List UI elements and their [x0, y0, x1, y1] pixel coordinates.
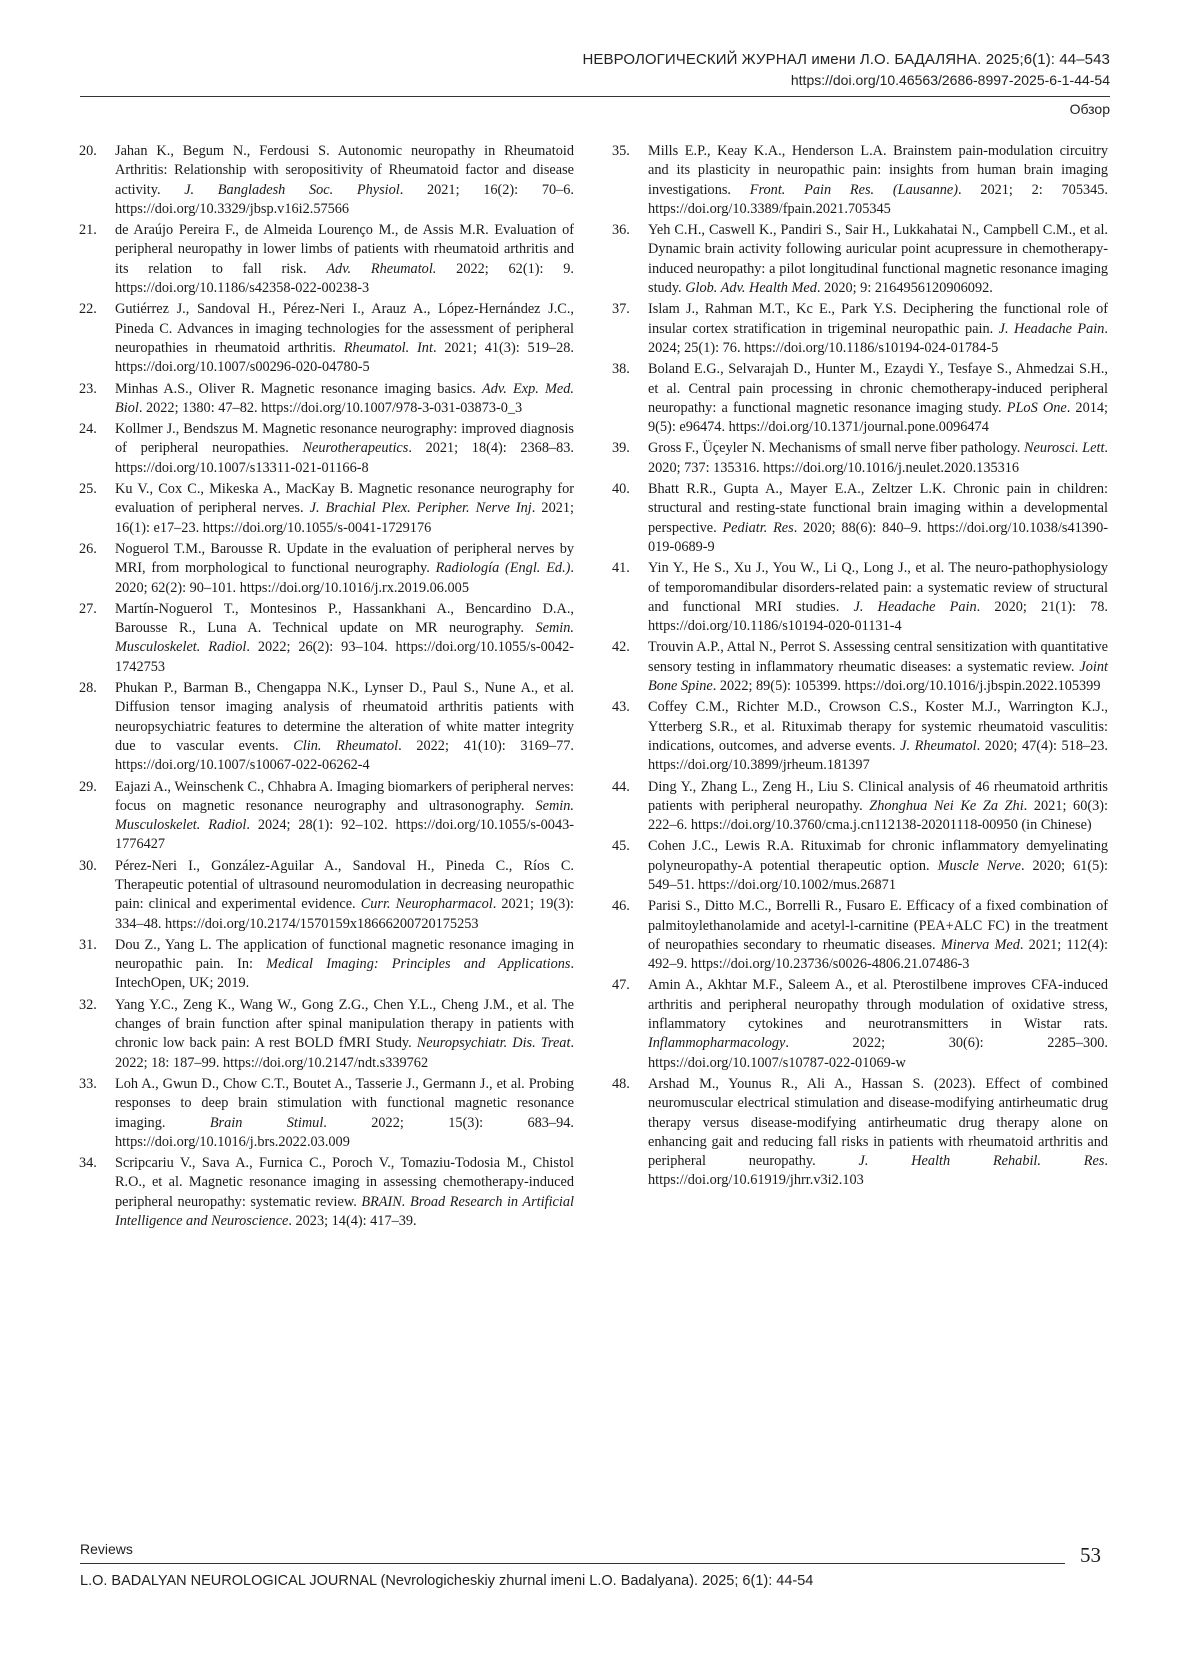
reference-number: 41. [612, 560, 630, 577]
reference-item [79, 778, 574, 855]
reference-number: 34. [79, 1155, 97, 1172]
reference-item [612, 360, 1108, 437]
reference-text [115, 420, 574, 478]
reference-number: 20. [79, 143, 97, 159]
reference-text [115, 540, 574, 598]
reference-text [115, 679, 574, 775]
reference-text [115, 936, 574, 994]
reference-item [612, 221, 1108, 298]
reference-source: Radiología (Engl. Ed.) [435, 560, 571, 577]
reference-item [612, 837, 1108, 895]
reference-text [115, 600, 574, 677]
reference-number: 39. [612, 440, 630, 457]
header-rule [80, 96, 1110, 97]
reference-details: . 2021; 2: 705345. https://doi.org/10.3389/fpain.2021.705345 [648, 181, 1108, 217]
reference-source: Neuropsychiatr. Dis. Treat [416, 1035, 571, 1052]
reference-source: Minerva Med [940, 936, 1020, 953]
reference-text [648, 480, 1108, 557]
reference-body: Ku V., Cox C., Mikeska A., MacKay B. Magnetic resonance neurography for evaluation of peripheral nerves. [115, 481, 574, 517]
reference-number: 21. [79, 222, 97, 239]
reference-text [115, 142, 574, 219]
reference-body: Scripcariu V., Sava A., Furnica C., Poroch V., Tomaziu-Todosia M., Chistol R.O., et al. Magnetic resonance imaging in assessing chemotherapy-induced peripheral neuropathy: systematic review. [115, 1155, 574, 1210]
reference-body: Ding Y., Zhang L., Zeng H., Liu S. Clinical analysis of 46 rheumatoid arthritis patients with peripheral neuropathy. [648, 778, 1108, 814]
reference-item [612, 698, 1108, 775]
reference-source: PLoS One [1006, 399, 1067, 416]
reference-source: Rheumatol. Int [343, 339, 433, 356]
footer-rule [80, 1563, 1065, 1564]
reference-body: Trouvin A.P., Attal N., Perrot S. Assessing central sensitization with quantitative sensory testing in inflammatory rheumatic diseases: a systematic review. [648, 639, 1108, 675]
reference-details: . 2021; 60(3): 222–6. https://doi.org/10.3760/cma.j.cn112138-20201118-00950 (in Chinese) [648, 797, 1108, 834]
reference-number: 40. [612, 481, 630, 498]
reference-item [79, 1154, 574, 1231]
reference-details: . 2022; 15(3): 683–94. https://doi.org/10.1016/j.brs.2022.03.009 [115, 1114, 574, 1150]
reference-source: J. Health Rehabil. Res [858, 1153, 1105, 1170]
reference-details: . 2024; 25(1): 76. https://doi.org/10.1186/s10194-024-01784-5 [648, 320, 1108, 356]
reference-number: 43. [612, 699, 630, 716]
reference-body: Arshad M., Younus R., Ali A., Hassan S. (2023). Effect of combined neuromuscular electrical stimulation and disease-modifying antirheumatic drug therapy versus disease-modifying antirheumatic drug therapy alone on enhancing gait and reducing fall risks in patients with rheumatoid arthritis and peripheral neuropathy. [648, 1075, 1108, 1170]
reference-number: 26. [79, 540, 97, 557]
reference-item [79, 142, 574, 219]
reference-number: 38. [612, 361, 630, 378]
reference-item [612, 778, 1108, 836]
reference-text [648, 360, 1108, 437]
reference-item [79, 1075, 574, 1152]
reference-number: 37. [612, 301, 630, 318]
reference-number: 36. [612, 222, 630, 239]
reference-body: Amin A., Akhtar M.F., Saleem A., et al. Pterostilbene improves CFA-induced arthritis and peripheral neuropathy through modulation of oxidative stress, inflammatory cytokines and neurotransmitters in Wistar rats. [648, 977, 1108, 1033]
reference-text [648, 142, 1108, 219]
reference-details: . 2023; 14(4): 417–39. [288, 1213, 417, 1230]
reference-details: . 2021; 41(3): 519–28. https://doi.org/10.1007/s00296-020-04780-5 [115, 339, 574, 376]
reference-item [79, 936, 574, 994]
reference-body: Mills E.P., Keay K.A., Henderson L.A. Brainstem pain-modulation circuitry and its plasticity in neuropathic pain: insights from human brain imaging investigations. [648, 143, 1108, 198]
reference-details: . 2020; 47(4): 518–23. https://doi.org/10.3899/jrheum.181397 [648, 737, 1109, 774]
reference-number: 32. [79, 996, 97, 1013]
reference-text [648, 221, 1108, 298]
reference-number: 35. [612, 143, 630, 159]
reference-source: J. Rheumatol [900, 737, 977, 754]
reference-text [115, 778, 574, 855]
reference-source: J. Headache Pain [853, 598, 977, 615]
reference-text [648, 698, 1108, 775]
reference-item [79, 679, 574, 775]
reference-details: . 2022; 89(5): 105399. https://doi.org/10.1016/j.jbspin.2022.105399 [712, 678, 1101, 695]
reference-number: 25. [79, 481, 97, 498]
page-number: 53 [1080, 1543, 1101, 1567]
reference-text [115, 1075, 574, 1152]
reference-text [648, 897, 1108, 974]
reference-details: . 2020; 88(6): 840–9. https://doi.org/10.1038/s41390-019-0689-9 [648, 519, 1108, 555]
reference-body: Phukan P., Barman B., Chengappa N.K., Lynser D., Paul S., Nune A., et al. Diffusion tensor imaging analysis of rheumatoid arthritis patients with neuropsychiatric features to determine the alteration of white matter integrity due to vascular events. [115, 680, 574, 754]
reference-column-right [612, 142, 1108, 1193]
reference-item [79, 380, 574, 419]
running-header-doi: https://doi.org/10.46563/2686-8997-2025-6-1-44-54 [790, 72, 1110, 88]
reference-body: Yang Y.C., Zeng K., Wang W., Gong Z.G., Chen Y.L., Cheng J.M., et al. The changes of brain function after spinal manipulation therapy in patients with chronic low back pain: A rest BOLD fMRI Study. [115, 996, 574, 1052]
reference-item [612, 897, 1108, 974]
reference-item [79, 540, 574, 598]
reference-details: . 2020; 21(1): 78. https://doi.org/10.1186/s10194-020-01131-4 [648, 598, 1108, 635]
reference-body: Noguerol T.M., Barousse R. Update in the evaluation of peripheral nerves by MRI, from morphological to functional neurography. [115, 540, 574, 577]
reference-item [79, 600, 574, 677]
reference-details: . 2022; 18: 187–99. https://doi.org/10.2147/ndt.s339762 [115, 1035, 575, 1071]
footer-journal: L.O. BADALYAN NEUROLOGICAL JOURNAL (Nevrologicheskiy zhurnal imeni L.O. Badalyana). 2025; 6(1): 44-54 [80, 1573, 814, 1589]
reference-details: . 2022; 26(2): 93–104. https://doi.org/10.1055/s-0042-1742753 [115, 639, 574, 675]
reference-details: . 2020; 61(5): 549–51. https://doi.org/10.1002/mus.26871 [648, 857, 1109, 893]
reference-body: Kollmer J., Bendszus M. Magnetic resonance neurography: improved diagnosis of peripheral neuropathies. [115, 421, 574, 457]
reference-item [79, 221, 574, 298]
reference-details: . 2021; 16(1): e17–23. https://doi.org/10.1055/s-0041-1729176 [115, 500, 575, 536]
reference-source: Neurosci. Lett [1023, 440, 1105, 457]
reference-number: 30. [79, 857, 97, 874]
reference-number: 28. [79, 680, 97, 697]
reference-text [648, 300, 1108, 358]
reference-item [612, 638, 1108, 696]
reference-body: Gross F., Üçeyler N. Mechanisms of small nerve fiber pathology. [648, 440, 1024, 457]
reference-source: J. Headache Pain [998, 320, 1105, 337]
running-header-journal: НЕВРОЛОГИЧЕСКИЙ ЖУРНАЛ имени Л.О. БАДАЛЯНА. 2025;6(1): 44–543 [582, 51, 1110, 68]
reference-details: . 2020; 9: 2164956120906092. [816, 280, 993, 297]
reference-details: . 2021; 18(4): 2368–83. https://doi.org/10.1007/s13311-021-01166-8 [115, 440, 575, 476]
reference-item [79, 420, 574, 478]
reference-body: Pérez-Neri I., González-Aguilar A., Sandoval H., Pineda C., Ríos C. Therapeutic potential of ultrasound neuromodulation in decreasing neuropathic pain: clinical and experimental evidence. [115, 857, 574, 913]
reference-number: 23. [79, 380, 97, 397]
reference-text [648, 837, 1108, 895]
reference-item [612, 1075, 1108, 1191]
reference-source: Adv. Rheumatol. [326, 260, 437, 277]
reference-number: 29. [79, 778, 97, 795]
reference-body: Bhatt R.R., Gupta A., Mayer E.A., Zeltzer L.K. Chronic pain in children: structural and resting-state functional brain imaging within a developmental perspective. [648, 481, 1108, 536]
reference-column-left [79, 142, 574, 1233]
reference-source: Semin. Musculoskelet. Radiol [115, 797, 574, 834]
reference-number: 42. [612, 639, 630, 656]
reference-source: Clin. Rheumatol [293, 737, 399, 754]
reference-body: de Araújo Pereira F., de Almeida Lourenço M., de Assis M.R. Evaluation of peripheral neuropathy in lower limbs of patients with rheumatoid arthritis and its relation to fall risk. [115, 222, 574, 277]
reference-number: 48. [612, 1075, 630, 1092]
reference-item [612, 300, 1108, 358]
reference-body: Boland E.G., Selvarajah D., Hunter M., Ezaydi Y., Tesfaye S., Ahmedzai S.H., et al. Central pain processing in chronic chemotherapy-induced peripheral neuropathy: a functional magnetic resonance imaging study. [648, 361, 1108, 416]
reference-details: . https://doi.org/10.61919/jhrr.v3i2.103 [648, 1153, 1108, 1189]
reference-item [612, 142, 1108, 219]
reference-source: Adv. Exp. Med. Biol [115, 380, 574, 416]
reference-text [648, 976, 1108, 1072]
reference-source: J. Brachial Plex. Peripher. Nerve Inj [309, 500, 532, 517]
reference-item [612, 439, 1108, 478]
reference-text [648, 778, 1108, 836]
reference-number: 22. [79, 301, 97, 318]
reference-details: . 2021; 19(3): 334–48. https://doi.org/10.2174/1570159x18666200720175253 [115, 896, 574, 932]
reference-text [115, 857, 574, 934]
reference-body: Cohen J.C., Lewis R.A. Rituximab for chronic inflammatory demyelinating polyneuropathy-A potential therapeutic option. [648, 838, 1108, 874]
reference-number: 45. [612, 838, 630, 855]
reference-text [648, 1075, 1108, 1191]
reference-text [115, 380, 574, 419]
reference-source: Curr. Neuropharmacol [360, 896, 493, 913]
reference-item [79, 857, 574, 934]
reference-item [612, 480, 1108, 557]
reference-source: J. Bangladesh Soc. Physiol [184, 181, 400, 198]
reference-text [648, 559, 1108, 636]
reference-item [612, 976, 1108, 1072]
reference-details: . 2022; 41(10): 3169–77. https://doi.org/10.1007/s10067-022-06262-4 [115, 737, 574, 774]
reference-body: Yeh C.H., Caswell K., Pandiri S., Sair H., Lukkahatai N., Campbell C.M., et al. Dynamic brain activity following auricular point acupressure in chemotherapy-induced neuropathy: a pilot longitudinal functional magnetic resonance imaging study. [648, 222, 1108, 297]
reference-body: Martín-Noguerol T., Montesinos P., Hassankhani A., Bencardino D.A., Barousse R., Luna A. Technical update on MR neurography. [115, 600, 574, 637]
reference-source: BRAIN. Broad Research in Artificial Intelligence and Neuroscience [115, 1193, 574, 1230]
reference-number: 44. [612, 778, 630, 795]
reference-details: . 2014; 9(5): e96474. https://doi.org/10.1371/journal.pone.0096474 [648, 399, 1109, 436]
reference-source: Joint Bone Spine [648, 658, 1108, 695]
reference-text [115, 300, 574, 377]
reference-text [115, 1154, 574, 1231]
reference-number: 31. [79, 936, 97, 953]
reference-source: Brain Stimul [209, 1114, 324, 1131]
reference-details: . 2022; 30(6): 2285–300. https://doi.org/10.1007/s10787-022-01069-w [648, 1035, 1108, 1071]
section-label: Обзор [1069, 101, 1110, 117]
reference-body: Eajazi A., Weinschenk C., Chhabra A. Imaging biomarkers of peripheral nerves: focus on magnetic resonance neurography and ultrasonography. [115, 778, 574, 814]
reference-number: 24. [79, 421, 97, 438]
reference-body: Islam J., Rahman M.T., Kc E., Park Y.S. Deciphering the functional role of insular cortex stratification in trigeminal neuropathic pain. [648, 301, 1108, 337]
reference-source: Front. Pain Res. (Lausanne) [749, 181, 958, 198]
reference-source: Medical Imaging: Principles and Applications [266, 956, 571, 973]
reference-number: 33. [79, 1075, 97, 1092]
reference-item [79, 996, 574, 1073]
reference-body: Yin Y., He S., Xu J., You W., Li Q., Long J., et al. The neuro-pathophysiology of temporomandibular disorders-related pain: a systematic review of structural and functional MRI studies. [648, 560, 1108, 615]
reference-text [115, 996, 574, 1073]
reference-text [115, 480, 574, 538]
reference-source: Inflammopharmacology [648, 1035, 786, 1052]
reference-text [648, 439, 1108, 478]
footer-section-label: Reviews [80, 1541, 133, 1557]
reference-source: Semin. Musculoskelet. Radiol [115, 620, 574, 656]
reference-details: . IntechOpen, UK; 2019. [115, 956, 575, 992]
reference-source: Neurotherapeutics [302, 440, 409, 457]
reference-body: Dou Z., Yang L. The application of functional magnetic resonance imaging in neuropathic pain. In: [115, 936, 574, 973]
reference-body: Coffey C.M., Richter M.D., Crowson C.S., Koster M.J., Warrington K.J., Ytterberg S.R., et al. Rituximab therapy for systemic rheumatoid vasculitis: indications, outcomes, and adverse events. [648, 699, 1108, 754]
reference-body: Gutiérrez J., Sandoval H., Pérez-Neri I., Arauz A., López-Hernández J.C., Pineda C. Advances in imaging technologies for the assessment of peripheral neuropathies in rheumatoid arthritis. [115, 301, 574, 356]
reference-source: Pediatr. Res [722, 519, 794, 536]
reference-item [79, 300, 574, 377]
reference-details: . 2020; 737: 135316. https://doi.org/10.1016/j.neulet.2020.135316 [648, 440, 1108, 476]
reference-item [79, 480, 574, 538]
reference-number: 47. [612, 977, 630, 994]
reference-number: 46. [612, 898, 630, 915]
reference-number: 27. [79, 600, 97, 617]
reference-text [648, 638, 1108, 696]
reference-details: . 2024; 28(1): 92–102. https://doi.org/10.1055/s-0043-1776427 [115, 817, 574, 853]
reference-details: 2022; 62(1): 9. https://doi.org/10.1186/s42358-022-00238-3 [115, 260, 574, 297]
reference-source: Muscle Nerve [937, 857, 1021, 874]
reference-item [612, 559, 1108, 636]
reference-body: Minhas A.S., Oliver R. Magnetic resonance imaging basics. [115, 380, 483, 397]
reference-details: . 2021; 112(4): 492–9. https://doi.org/10.23736/s0026-4806.21.07486-3 [648, 936, 1108, 973]
reference-details: . 2021; 16(2): 70–6. https://doi.org/10.3329/jbsp.v16i2.57566 [115, 181, 574, 217]
reference-source: Glob. Adv. Health Med [685, 280, 817, 297]
reference-body: Loh A., Gwun D., Chow C.T., Boutet A., Tasserie J., Germann J., et al. Probing responses to deep brain stimulation with functional magnetic resonance imaging. [115, 1075, 574, 1131]
reference-details: . 2020; 62(2): 90–101. https://doi.org/10.1016/j.rx.2019.06.005 [115, 560, 574, 596]
reference-body: Jahan K., Begum N., Ferdousi S. Autonomic neuropathy in Rheumatoid Arthritis: Relationship with seropositivity of Rheumatoid factor and disease activity. [115, 143, 574, 198]
reference-source: Zhonghua Nei Ke Za Zhi [869, 797, 1024, 814]
reference-details: . 2022; 1380: 47–82. https://doi.org/10.1007/978-3-031-03873-0_3 [138, 399, 523, 416]
reference-body: Parisi S., Ditto M.C., Borrelli R., Fusaro E. Efficacy of a fixed combination of palmitoylethanolamide and acetyl-l-carnitine (PEA+ALC FC) in the treatment of neuropathies secondary to rheumatic diseases. [648, 898, 1108, 953]
reference-text [115, 221, 574, 298]
